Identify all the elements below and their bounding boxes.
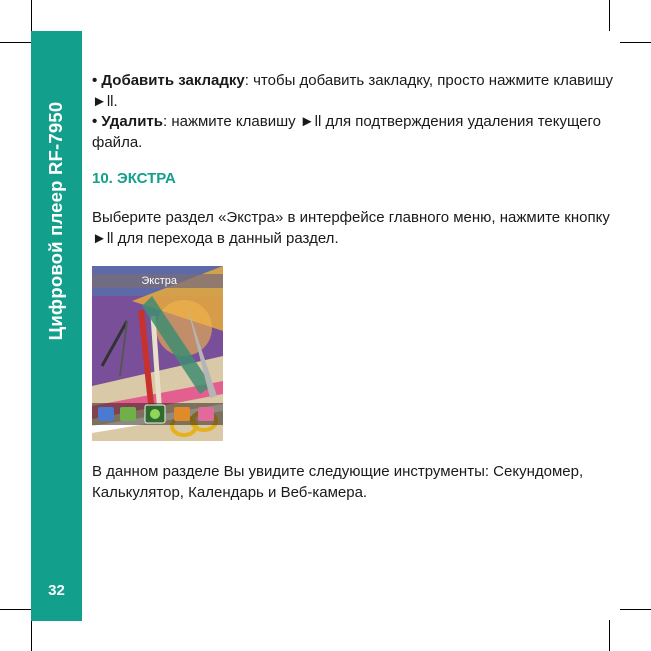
delete-bullet: • [92,113,102,130]
bookmark-bullet: • [92,72,102,89]
crop-mark [31,620,32,651]
page-number: 32 [48,582,65,599]
delete-paragraph [92,112,622,153]
tools-paragraph: В данном разделе Вы увидите следующие инструменты: Секундомер, Калькулятор, Календарь и Веб-камера. [92,463,584,501]
extra-menu-screenshot [92,266,223,441]
top-section [92,71,622,153]
screenshot-title: Экстра [141,275,177,287]
crop-mark [620,609,651,610]
intro-paragraph: Выберите раздел «Экстра» в интерфейсе главного меню, нажмите кнопку ►ll для перехода в данный раздел. [92,209,610,247]
bookmark-paragraph [92,71,622,112]
crop-mark [0,42,31,43]
sidebar [31,31,82,621]
screenshot-icon-bar [92,403,223,425]
delete-text: : нажмите клавишу ►ll для подтверждения удаления текущего файла. [92,113,601,151]
crop-mark [620,42,651,43]
section-heading: 10. ЭКСТРА [92,170,176,187]
menu-icons [92,403,223,425]
crop-mark [609,0,610,31]
screenshot-title-bar [92,274,223,288]
crop-mark [609,620,610,651]
bookmark-text: : чтобы добавить закладку, просто нажмите клавишу ►ll. [92,72,614,110]
delete-term: Удалить [101,113,163,130]
bookmark-term: Добавить закладку [101,72,245,89]
sidebar-title: Цифровой плеер RF-7950 [45,101,66,341]
crop-mark [0,609,31,610]
crop-mark [31,0,32,31]
